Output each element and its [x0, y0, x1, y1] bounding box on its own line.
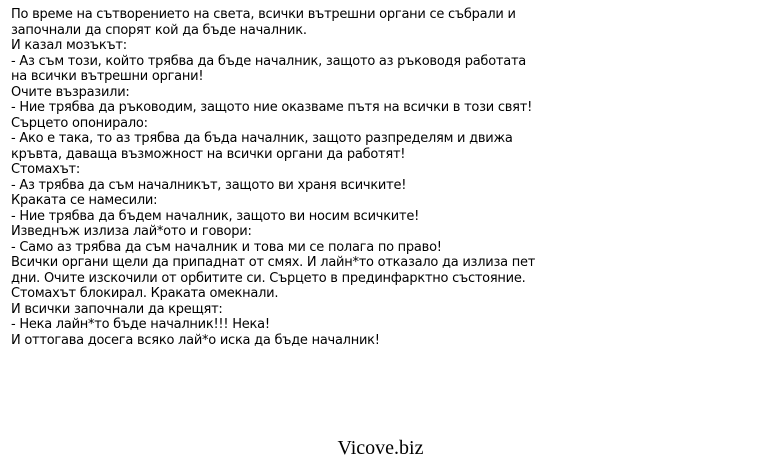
- story-line: - Ако е така, то аз трябва да бъда началник, защото разпределям и движа: [11, 131, 513, 146]
- story-line: - Нека лайн*то бъде началник!!! Нека!: [11, 317, 270, 332]
- story-line: Изведнъж излиза лай*ото и говори:: [11, 224, 252, 239]
- story-line: започнали да спорят кой да бъде началник.: [11, 22, 307, 38]
- story-line: Краката се намесили:: [11, 193, 158, 208]
- story-text: [11, 7, 756, 348]
- story-line: И казал мозъкът:: [11, 38, 127, 53]
- story-line: Стомахът блокирал. Краката омекнали.: [11, 286, 279, 301]
- story-line: Стомахът:: [11, 162, 80, 177]
- story-line: - Аз съм този, който трябва да бъде началник, защото аз ръководя работата: [11, 53, 526, 69]
- story-line: - Само аз трябва да съм началник и това ми се полага по право!: [11, 239, 442, 255]
- story-line: Очите възразили:: [11, 84, 130, 100]
- story-line: По време на сътворението на света, всички вътрешни органи се събрали и: [11, 7, 516, 22]
- story-line: И оттогава досега всяко лай*о иска да бъде началник!: [11, 332, 380, 348]
- site-watermark: Vicove.biz: [337, 437, 424, 459]
- story-line: - Ние трябва да ръководим, защото ние оказваме пътя на всички в този свят!: [11, 100, 533, 115]
- story-line: Сърцето опонирало:: [11, 115, 148, 131]
- story-line: И всички започнали да крещят:: [11, 301, 223, 317]
- story-line: - Ние трябва да бъдем началник, защото ви носим всичките!: [11, 208, 420, 224]
- story-line: - Аз трябва да съм началникът, защото ви храня всичките!: [11, 177, 407, 193]
- story-line: Всички органи щели да припаднат от смях. И лайн*то отказало да излиза пет: [11, 255, 536, 270]
- story-line: на всички вътрешни органи!: [11, 69, 204, 84]
- story-line: кръвта, даваща възможност на всички органи да работят!: [11, 146, 406, 162]
- story-line: дни. Очите изскочили от орбитите си. Сърцето в прединфарктно състояние.: [11, 270, 526, 286]
